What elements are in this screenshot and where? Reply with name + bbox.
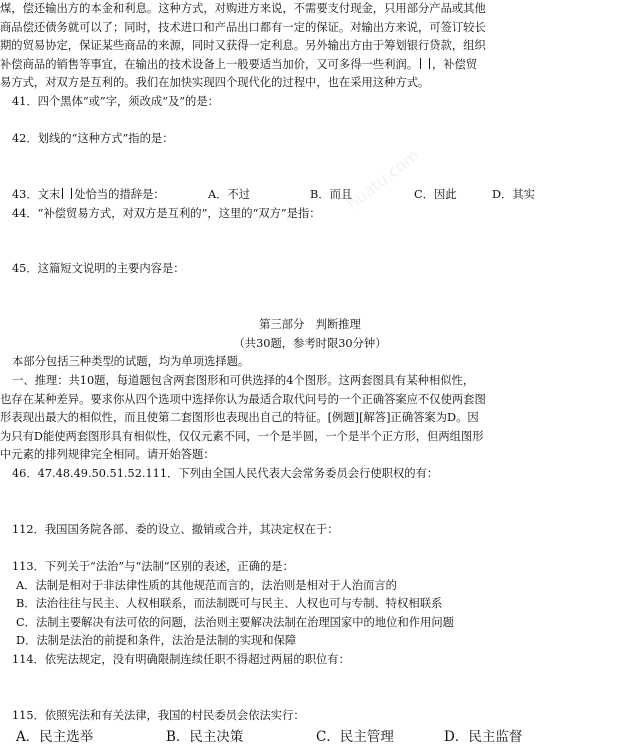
- bracket-open-2: [: [359, 411, 364, 425]
- q43-option-c[interactable]: C．因此: [414, 188, 457, 201]
- passage-line-4: [0, 56, 610, 75]
- instructions-line-2: 也存在某种差异。要求你从四个选项中选择你认为最适合取代问号的一个正确答案应不仅使两套图: [0, 392, 486, 406]
- instructions-line-3: [0, 409, 610, 428]
- bracket-close-2: ]: [386, 411, 391, 425]
- q43-row: [12, 186, 620, 205]
- q115-options: [0, 725, 620, 747]
- instructions-line-3-end: 正确答案为D。因: [390, 411, 479, 425]
- q43-stem-end: 处恰当的措辞是：: [74, 188, 165, 201]
- instructions-line-3-text: 形表现出最大的相似性，而且使第二套图形也表现出自己的特征。: [0, 411, 328, 425]
- q112-stem: 112．我国国务院各部、委的设立、撤销或合并，其决定权在于：: [12, 522, 339, 536]
- q45-stem: 45．这篇短文说明的主要内容是：: [12, 262, 185, 276]
- q42-stem: 42．划线的“这种方式”指的是：: [12, 132, 174, 146]
- q113-option-a[interactable]: A．法制是相对于非法律性质的其他规范而言的，法治则是相对于人治而言的: [16, 578, 397, 592]
- q115-stem: 115．依照宪法和有关法律，我国的村民委员会依法实行：: [12, 708, 305, 722]
- passage-line-2: 商品偿还债务就可以了；同时，技术进口和产品出口都有一定的保证。对输出方来说，可签订较长: [0, 20, 486, 34]
- q43-option-b[interactable]: B．而且: [310, 188, 353, 201]
- instructions-line-1: 一、推理：共10题，每道题包含两套图形和可供选择的4个图形。这两套图具有某种相似性，: [12, 374, 475, 387]
- q43-stem: 43．文末: [12, 188, 61, 201]
- q43-blank: [62, 188, 72, 199]
- answer-blank: [420, 58, 430, 69]
- example-tag: 例题: [332, 411, 355, 425]
- instructions-line-4: 为只有D能使两套图形具有相似性，仅仅元素不同，一个是半圆，一个是半个正方形，但两组图形: [0, 429, 484, 443]
- watermark: huatu.com: [343, 145, 423, 214]
- q113-option-c[interactable]: C．法制主要解决有法可依的问题，法治则主要解决法制在治理国家中的地位和作用问题: [16, 615, 454, 629]
- bracket-close-1: ]: [354, 411, 360, 425]
- answer-tag: 解答: [363, 411, 387, 425]
- q113-option-b[interactable]: B．法治往往与民主、人权相联系，而法制既可与民主、人权也可与专制、特权相联系: [16, 597, 443, 611]
- passage-line-4-text: 补偿商品的销售等事宜，在输出的技术设备上一般要适当加价，又可多得一些利润。: [0, 57, 418, 71]
- passage-line-4-end: ，补偿贸: [432, 57, 478, 71]
- q41-stem: 41．四个黑体“或”字，须改成“及”的是：: [12, 95, 219, 108]
- q44-stem: 44．“补偿贸易方式，对双方是互利的”，这里的“双方”是指：: [12, 206, 321, 220]
- q113-stem: 113．下列关于“法治”与“法制”区别的表述，正确的是：: [12, 560, 294, 573]
- section-title: 第三部分 判断推理: [259, 318, 361, 332]
- section-subtitle: （共30题，参考时限30分钟）: [233, 336, 387, 350]
- q115-option-d[interactable]: D．民主监督: [444, 729, 523, 746]
- passage-line-5: 易方式，对双方是互利的。我们在加快实现四个现代化的过程中，也在采用这种方式。: [0, 76, 430, 90]
- q115-option-c[interactable]: C．民主管理: [316, 729, 394, 746]
- q113-option-d[interactable]: D．法制是法治的前提和条件，法治是法制的实现和保障: [16, 634, 297, 648]
- q43-option-a[interactable]: A．不过: [208, 188, 251, 201]
- q43-option-d[interactable]: D．其实: [492, 188, 535, 201]
- q46-stem: 46．47.48.49.50.51.52.111．下列由全国人民代表大会常务委员会行使职权的有：: [12, 467, 439, 480]
- q115-option-a[interactable]: A．民主选举: [16, 729, 94, 746]
- instructions-line-5: 中元素的排列规律完全相同。请开始答题：: [0, 448, 215, 462]
- q114-stem: 114．依宪法规定，没有明确限制连续任职不得超过两届的职位有：: [12, 653, 350, 666]
- passage-line-1: 煤，偿还输出方的本金和利息。这种方式，对购进方来说，不需要支付现金，只用部分产品或其他: [0, 2, 486, 15]
- q115-option-b[interactable]: B．民主决策: [166, 729, 244, 746]
- passage-line-3: 期的贸易协定，保证某些商品的来源，同时又获得一定利息。另外输出方由于筹划银行贷款，组织: [0, 39, 486, 53]
- bracket-open-1: [: [327, 411, 333, 425]
- section-intro: 本部分包括三种类型的试题，均为单项选择题。: [12, 355, 250, 369]
